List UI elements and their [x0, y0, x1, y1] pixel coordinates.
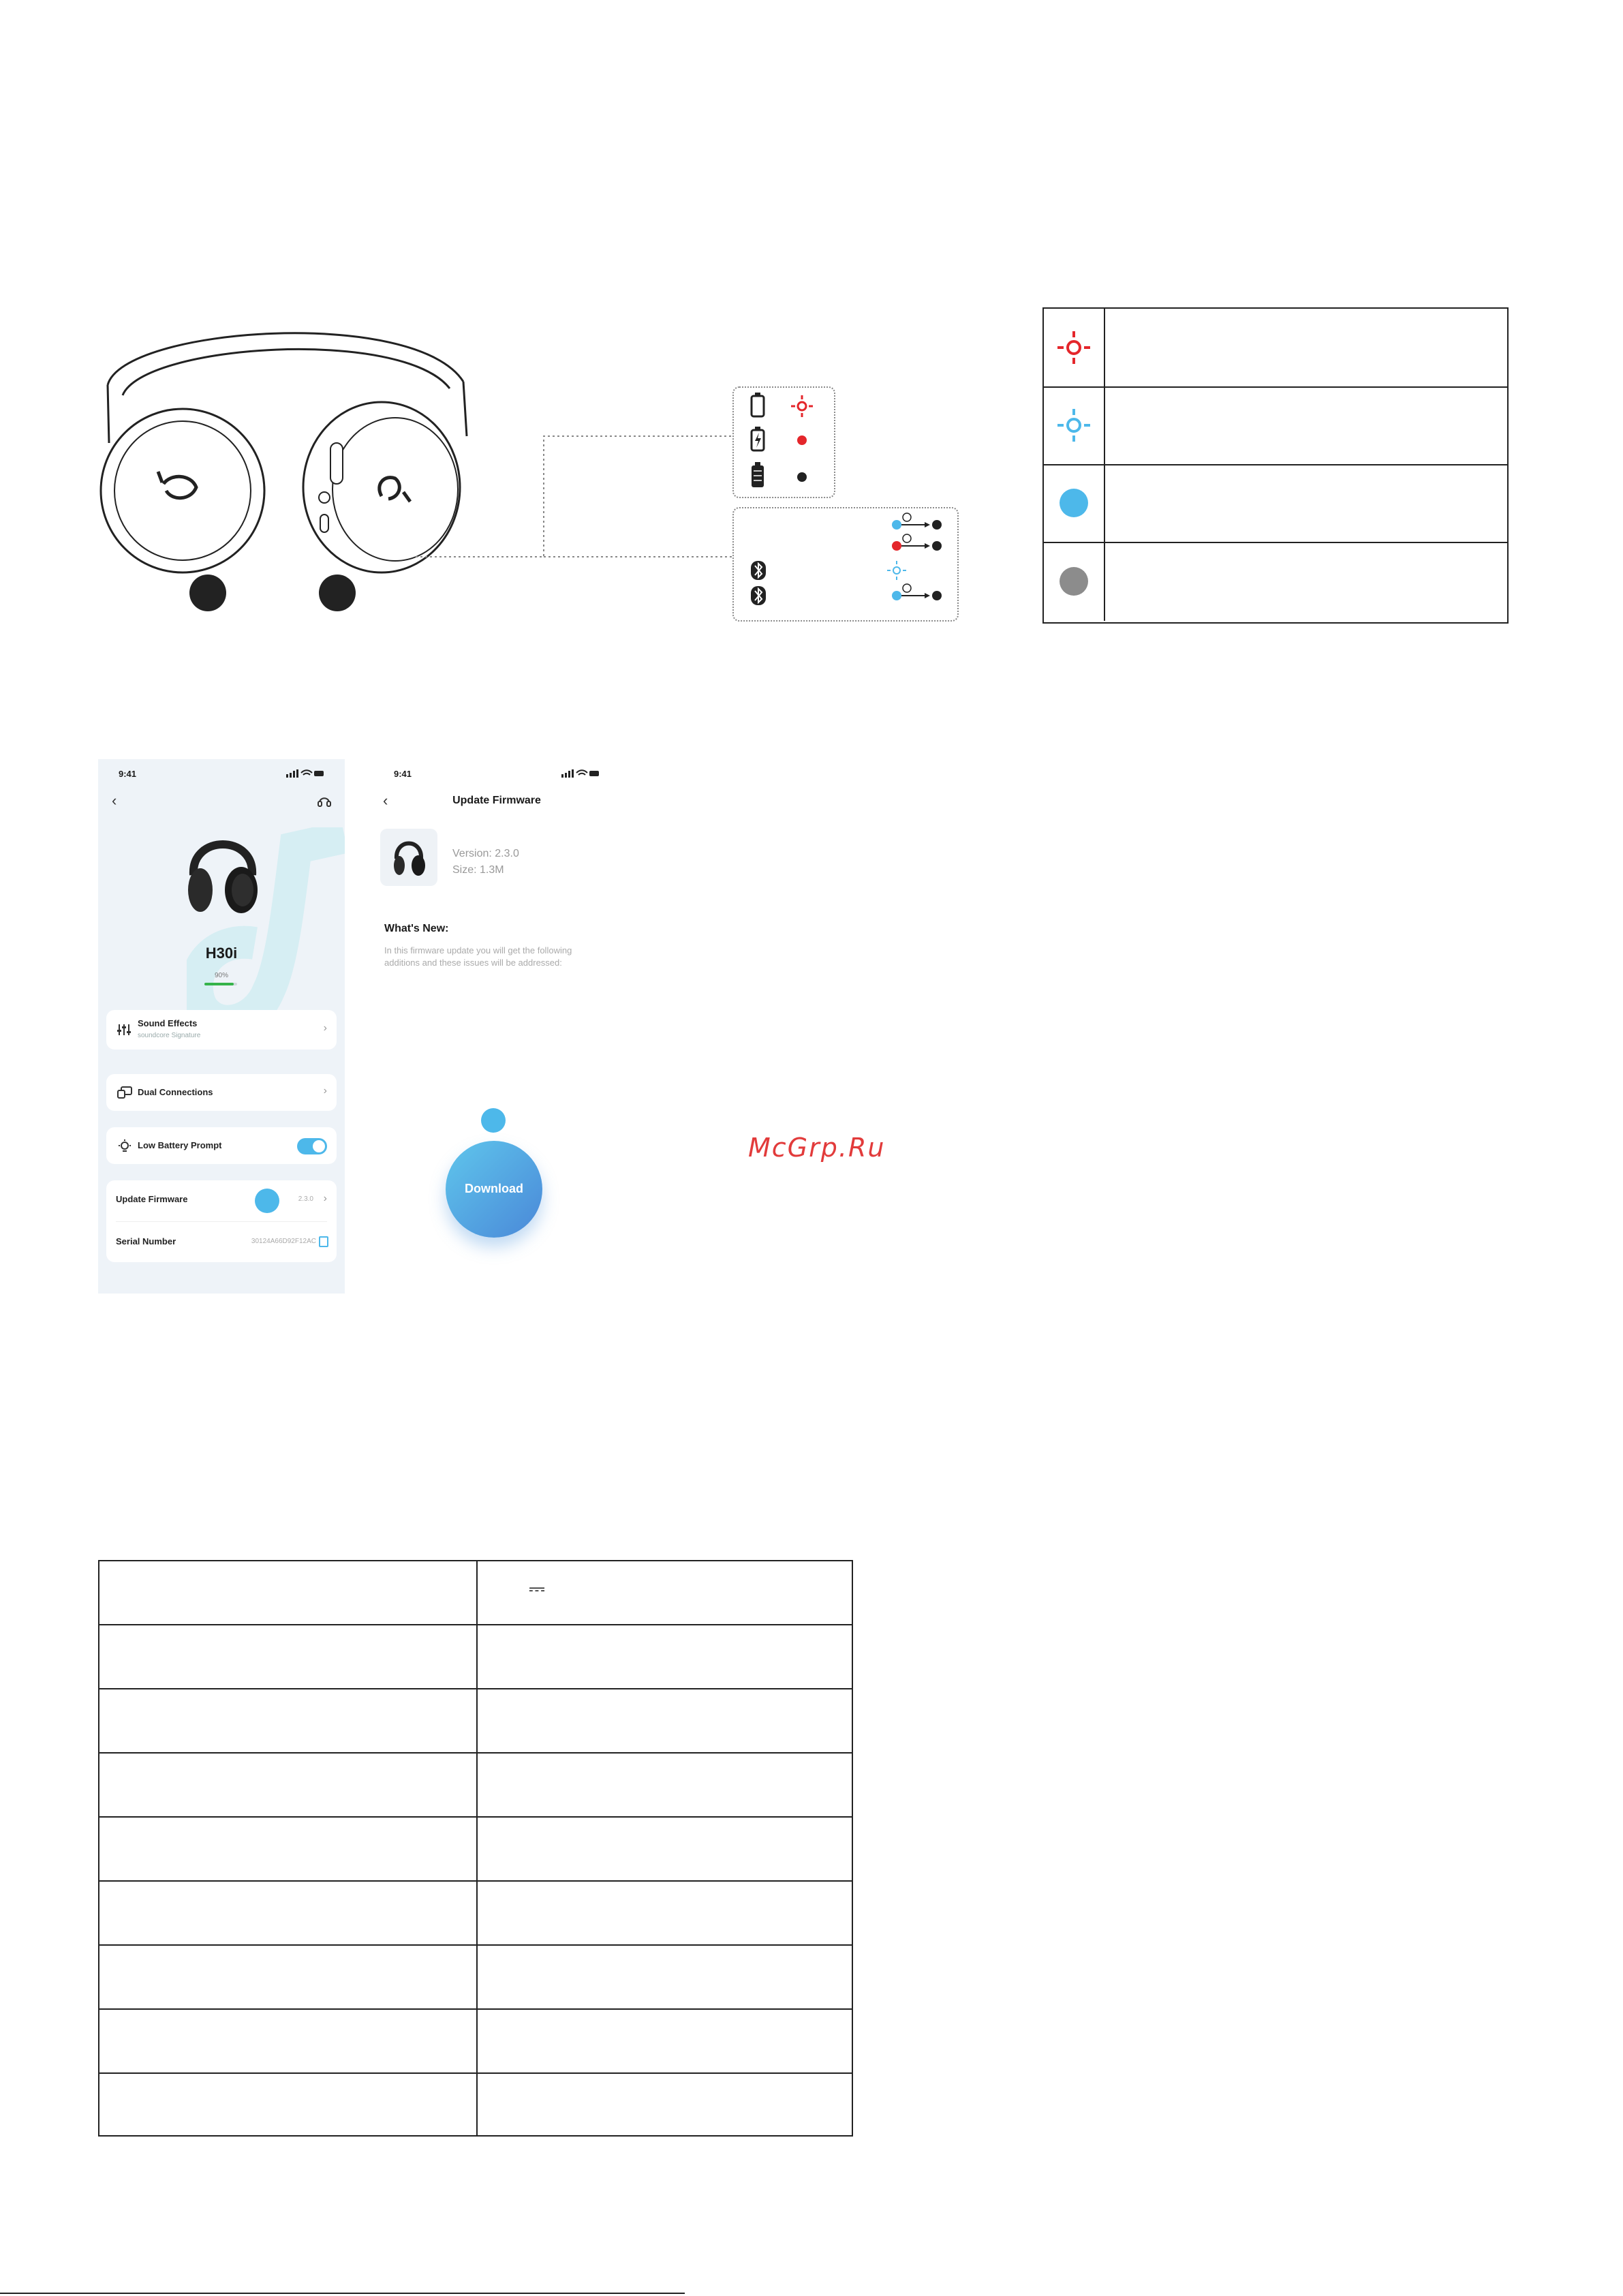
blue-to-off-sequence	[892, 513, 942, 530]
whats-new-body: In this firmware update you will get the following additions and these issues will be addressed:	[384, 945, 572, 968]
table-row	[99, 2010, 852, 2074]
firmware-version: 2.3.0	[298, 1195, 313, 1203]
blue-solid-light-icon	[1044, 464, 1104, 542]
size-text: Size: 1.3M	[452, 864, 504, 876]
back-icon[interactable]: ‹	[112, 792, 117, 809]
table-row	[99, 1882, 852, 1946]
chevron-right-icon: ›	[323, 1085, 327, 1097]
serial-number-row	[106, 1223, 337, 1261]
low-battery-label: Low Battery Prompt	[138, 1140, 222, 1150]
equalizer-icon	[117, 1024, 131, 1036]
chevron-right-icon: ›	[323, 1022, 327, 1034]
legend-row	[1044, 386, 1507, 465]
download-label: Download	[465, 1182, 523, 1195]
divider	[116, 1221, 327, 1222]
page-title: Update Firmware	[452, 795, 541, 806]
whats-new-title: What's New:	[384, 923, 449, 934]
table-row	[99, 1561, 852, 1625]
red-blinking-light-icon	[1044, 309, 1104, 386]
gray-solid-light-icon	[1044, 542, 1104, 621]
status-time: 9:41	[119, 769, 137, 779]
red-to-off-sequence	[892, 534, 942, 551]
serial-label: Serial Number	[116, 1236, 176, 1246]
table-row	[99, 1754, 852, 1818]
blue-to-off-sequence	[892, 584, 942, 600]
status-icons	[561, 769, 600, 778]
bluetooth-icon	[751, 586, 766, 605]
battery-full-icon	[752, 462, 764, 487]
watermark: McGrp.Ru	[748, 1133, 886, 1163]
right-cup-marker	[319, 575, 356, 611]
download-marker	[481, 1108, 506, 1133]
serial-value: 30124A66D92F12AC	[251, 1238, 316, 1245]
red-blinking-light-icon	[791, 395, 813, 417]
legend-row	[1044, 542, 1507, 621]
headphone-settings-icon[interactable]	[318, 795, 331, 807]
battery-charging-icon	[752, 427, 764, 450]
footer-rule	[0, 2293, 685, 2294]
table-row	[99, 1689, 852, 1754]
left-cup-marker	[189, 575, 226, 611]
legend-row	[1044, 464, 1507, 543]
download-button[interactable]	[446, 1141, 542, 1238]
bluetooth-icon	[751, 561, 766, 580]
firmware-product-thumb	[380, 829, 437, 886]
firmware-card	[106, 1180, 337, 1262]
low-battery-row	[106, 1127, 337, 1164]
headphone-product-image	[185, 827, 260, 923]
dual-connections-row[interactable]	[106, 1074, 337, 1111]
status-time: 9:41	[394, 769, 412, 779]
status-icons	[286, 769, 324, 778]
copy-icon[interactable]	[319, 1236, 328, 1247]
legend-row	[1044, 309, 1507, 388]
blue-blinking-light-icon	[887, 561, 906, 580]
battery-indicator-box	[732, 386, 835, 498]
phone-firmware-screen	[373, 759, 620, 1294]
table-row	[99, 1818, 852, 1882]
sound-effects-label: Sound Effects	[138, 1018, 198, 1028]
phone-device-screen	[98, 759, 345, 1294]
device-name: H30i	[205, 945, 238, 962]
headphone-product-image	[380, 829, 437, 886]
sound-effects-sub: soundcore Signature	[138, 1032, 201, 1039]
low-battery-toggle[interactable]	[297, 1138, 327, 1154]
sound-effects-row[interactable]	[106, 1010, 337, 1050]
battery-bar-fill	[204, 983, 234, 985]
update-firmware-label: Update Firmware	[116, 1194, 188, 1204]
update-marker	[255, 1189, 279, 1213]
dc-symbol: ⎓	[529, 1578, 545, 1600]
update-firmware-row[interactable]	[106, 1180, 337, 1219]
back-icon[interactable]: ‹	[383, 792, 388, 809]
off-light-icon	[797, 472, 807, 482]
battery-bar	[204, 983, 237, 985]
chevron-right-icon: ›	[323, 1193, 327, 1204]
dual-connections-label: Dual Connections	[138, 1087, 213, 1097]
battery-empty-icon	[752, 393, 764, 416]
bulb-icon	[117, 1139, 132, 1154]
light-legend-table	[1042, 307, 1509, 624]
dual-device-icon	[117, 1086, 132, 1099]
table-row	[99, 1946, 852, 2010]
battery-percent: 90%	[214, 972, 228, 979]
bluetooth-indicator-box	[732, 507, 959, 622]
specifications-table	[98, 1560, 853, 2137]
table-row	[99, 2074, 852, 2134]
blue-blinking-light-icon	[1044, 386, 1104, 464]
version-text: Version: 2.3.0	[452, 848, 519, 859]
table-row	[99, 1625, 852, 1689]
red-solid-light-icon	[797, 435, 807, 445]
